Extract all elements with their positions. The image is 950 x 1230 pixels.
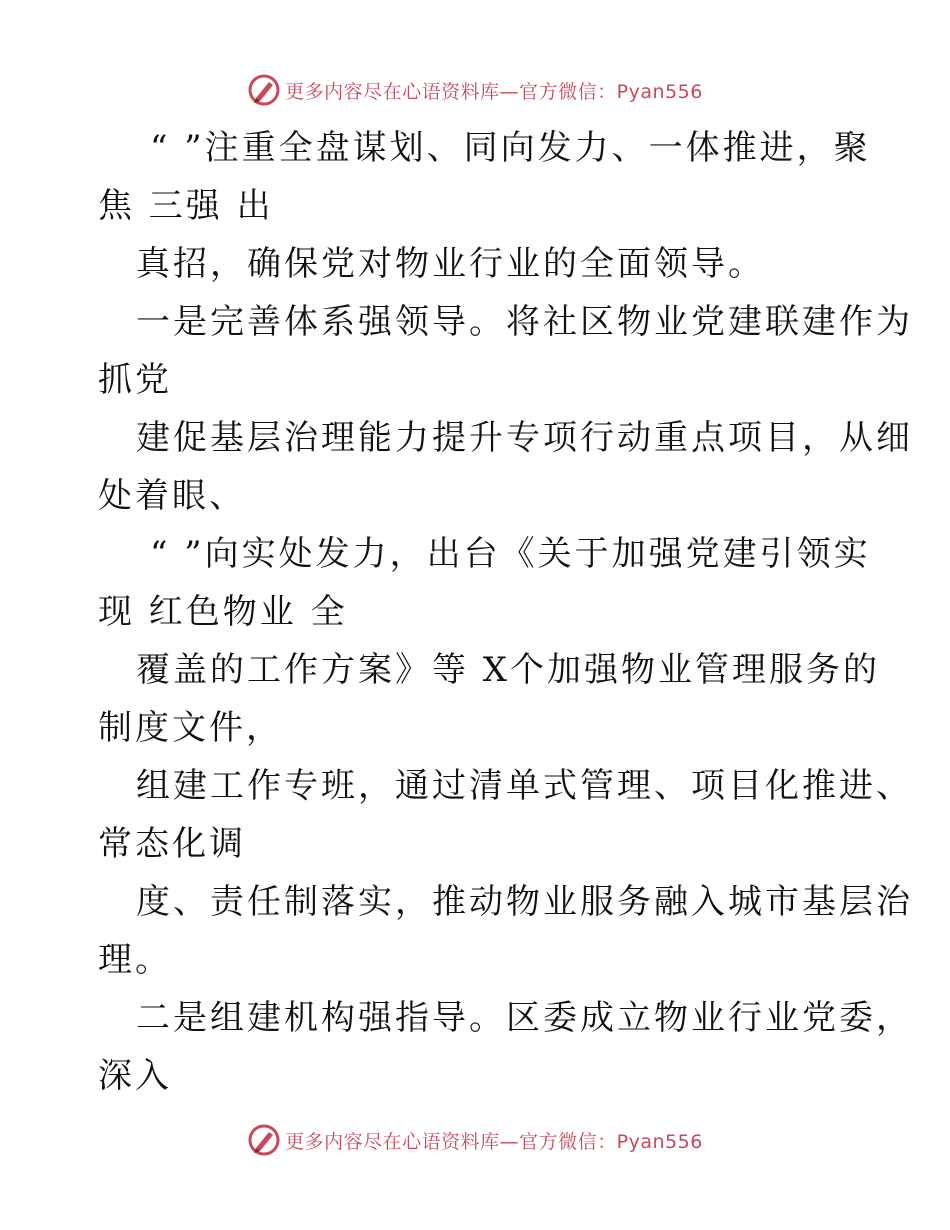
pen-logo-icon [247, 73, 281, 107]
body-line: 组建工作专班，通过清单式管理、项目化推进、 [136, 766, 913, 806]
body-line: 制度文件， [98, 708, 283, 748]
header-banner-text: 更多内容尽在心语资料库—官方微信：Pyan556 [285, 80, 703, 103]
body-line: 覆盖的工作方案》等 X个加强物业管理服务的 [136, 650, 881, 690]
header-banner [0, 70, 950, 110]
body-line: 理。 [98, 940, 172, 980]
body-line: 建促基层治理能力提升专项行动重点项目，从细 [136, 418, 913, 458]
footer-banner-text: 更多内容尽在心语资料库—官方微信：Pyan556 [285, 1130, 703, 1153]
body-line: “ ”向实处发力，出台《关于加强党建引领实 [150, 534, 871, 574]
body-line: 抓党 [98, 360, 172, 400]
body-line: 深入 [98, 1056, 172, 1096]
body-line: 常态化调 [98, 824, 246, 864]
body-line: 一是完善体系强领导。将社区物业党建联建作为 [136, 302, 913, 342]
footer-banner [0, 1120, 950, 1160]
body-line: 真招，确保党对物业行业的全面领导。 [136, 244, 765, 284]
pen-logo-icon [247, 1123, 281, 1157]
body-line: 二是组建机构强指导。区委成立物业行业党委， [136, 998, 913, 1038]
body-line: 焦 三强 出 [98, 186, 274, 226]
body-line: “ ”注重全盘谋划、同向发力、一体推进，聚 [150, 128, 871, 168]
body-line: 处着眼、 [98, 476, 246, 516]
body-line: 现 红色物业 全 [98, 592, 348, 632]
body-line: 度、责任制落实，推动物业服务融入城市基层治 [136, 882, 913, 922]
